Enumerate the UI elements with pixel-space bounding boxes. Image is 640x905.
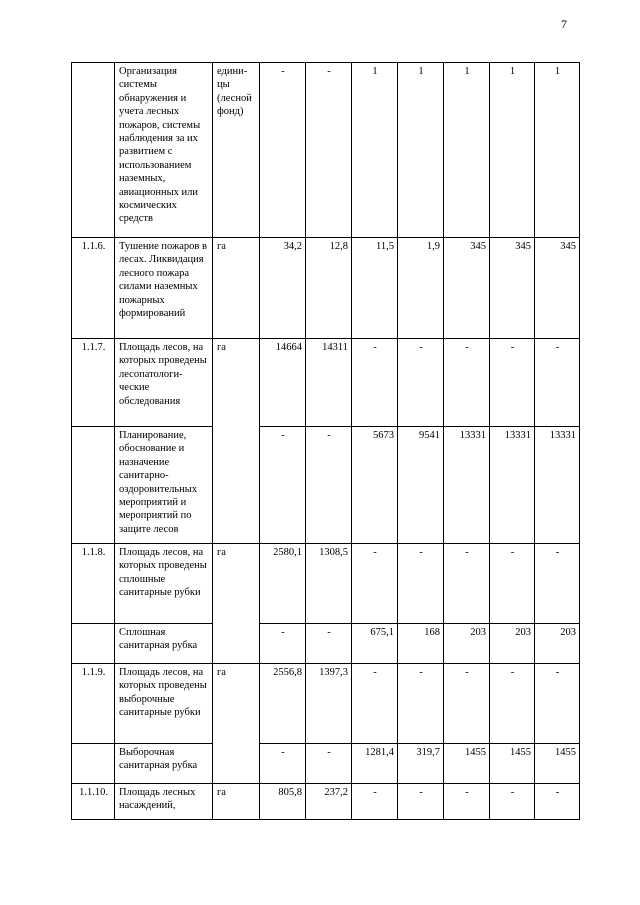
value-cell: - [352, 664, 398, 744]
unit-cell: га [213, 238, 260, 339]
value-cell: 1 [398, 63, 444, 238]
value-cell: - [444, 339, 490, 427]
value-cell: 14664 [260, 339, 306, 427]
table-row [72, 544, 580, 624]
value-cell: - [444, 664, 490, 744]
indicator-cell: Площадь лесов, на которых проведены лесопатологи-ческие обследования [115, 339, 213, 427]
indicator-cell: Организация системы обнаружения и учета лесных пожаров, системы наблюдения за их развитием с использованием наземных, авиационных или космических средств [115, 63, 213, 238]
value-cell: 13331 [444, 427, 490, 544]
value-cell: 345 [444, 238, 490, 339]
row-number: 1.1.7. [72, 339, 115, 427]
value-cell: - [535, 544, 580, 624]
value-cell: 237,2 [306, 784, 352, 820]
table-row [72, 427, 580, 544]
value-cell: - [490, 339, 535, 427]
value-cell: - [398, 339, 444, 427]
page-number: 7 [561, 17, 567, 31]
value-cell: - [306, 63, 352, 238]
table-row [72, 339, 580, 427]
value-cell: 9541 [398, 427, 444, 544]
value-cell: - [352, 544, 398, 624]
value-cell: 1 [352, 63, 398, 238]
value-cell: - [398, 544, 444, 624]
value-cell: 1 [535, 63, 580, 238]
row-number: 1.1.10. [72, 784, 115, 820]
value-cell: - [260, 427, 306, 544]
value-cell: 319,7 [398, 744, 444, 784]
indicator-cell: Площадь лесов, на которых проведены сплошные санитарные рубки [115, 544, 213, 624]
value-cell: 345 [535, 238, 580, 339]
value-cell: - [444, 784, 490, 820]
value-cell: - [535, 664, 580, 744]
row-number [72, 427, 115, 544]
value-cell: 2556,8 [260, 664, 306, 744]
value-cell: - [535, 784, 580, 820]
value-cell: 675,1 [352, 624, 398, 664]
value-cell: - [352, 339, 398, 427]
value-cell: 13331 [535, 427, 580, 544]
value-cell: 11,5 [352, 238, 398, 339]
table-row [72, 784, 580, 820]
table-row [72, 744, 580, 784]
value-cell: - [490, 664, 535, 744]
value-cell: - [260, 63, 306, 238]
value-cell: 203 [444, 624, 490, 664]
value-cell: 34,2 [260, 238, 306, 339]
unit-cell: едини-цы (лесной фонд) [213, 63, 260, 238]
value-cell: - [260, 744, 306, 784]
value-cell: 1397,3 [306, 664, 352, 744]
data-table [71, 62, 580, 820]
row-number: 1.1.6. [72, 238, 115, 339]
indicator-cell: Сплошная санитарная рубка [115, 624, 213, 664]
value-cell: 1455 [535, 744, 580, 784]
value-cell: 1281,4 [352, 744, 398, 784]
row-number [72, 624, 115, 664]
row-number [72, 63, 115, 238]
indicator-cell: Тушение пожаров в лесах. Ликвидация лесного пожара силами наземных пожарных формирований [115, 238, 213, 339]
value-cell: 13331 [490, 427, 535, 544]
value-cell: 1 [490, 63, 535, 238]
row-number: 1.1.8. [72, 544, 115, 624]
value-cell: 168 [398, 624, 444, 664]
indicator-cell: Планирование, обоснование и назначение санитарно-оздоровительных мероприятий и мероприятий по защите лесов [115, 427, 213, 544]
table-row [72, 63, 580, 238]
value-cell: 203 [535, 624, 580, 664]
indicator-cell: Выборочная санитарная рубка [115, 744, 213, 784]
unit-cell: га [213, 784, 260, 820]
value-cell: - [306, 744, 352, 784]
value-cell: 1 [444, 63, 490, 238]
unit-cell: га [213, 339, 260, 544]
value-cell: - [490, 784, 535, 820]
value-cell: 5673 [352, 427, 398, 544]
value-cell: - [306, 624, 352, 664]
row-number: 1.1.9. [72, 664, 115, 744]
value-cell: 2580,1 [260, 544, 306, 624]
value-cell: 203 [490, 624, 535, 664]
table-row [72, 624, 580, 664]
value-cell: 345 [490, 238, 535, 339]
value-cell: 1455 [490, 744, 535, 784]
row-number [72, 744, 115, 784]
value-cell: 12,8 [306, 238, 352, 339]
value-cell: - [444, 544, 490, 624]
value-cell: - [352, 784, 398, 820]
value-cell: - [306, 427, 352, 544]
value-cell: 1,9 [398, 238, 444, 339]
indicator-cell: Площадь лесных насаждений, [115, 784, 213, 820]
value-cell: - [398, 784, 444, 820]
unit-cell: га [213, 664, 260, 784]
value-cell: - [398, 664, 444, 744]
value-cell: 14311 [306, 339, 352, 427]
value-cell: 805,8 [260, 784, 306, 820]
value-cell: 1455 [444, 744, 490, 784]
value-cell: - [490, 544, 535, 624]
value-cell: 1308,5 [306, 544, 352, 624]
indicator-cell: Площадь лесов, на которых проведены выборочные санитарные рубки [115, 664, 213, 744]
value-cell: - [260, 624, 306, 664]
table-row [72, 664, 580, 744]
value-cell: - [535, 339, 580, 427]
table-row [72, 238, 580, 339]
unit-cell: га [213, 544, 260, 664]
